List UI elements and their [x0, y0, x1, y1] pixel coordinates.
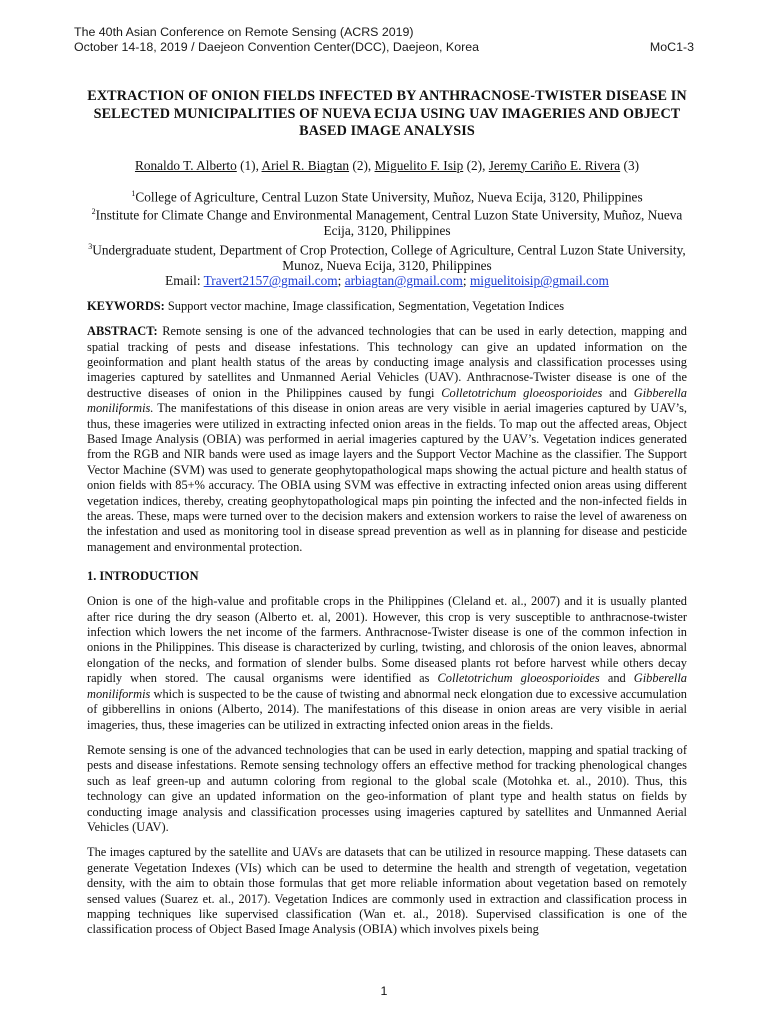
section-heading-introduction: 1. INTRODUCTION [87, 569, 199, 584]
author-affiliation: (1), [236, 157, 259, 173]
paper-content [87, 88, 687, 948]
affiliation: $^1$College of Agriculture, Central Luzon State University, Muñoz, Nueva Ecija, 3120, Philippines [131, 188, 643, 204]
author-name: Miguelito F. Isip [374, 157, 464, 173]
affiliation: $^3$Undergraduate student, Department of Crop Protection, College of Agriculture, Central Luzon State University, Munoz, Nueva Ecija, 3120, Philippines [88, 241, 686, 273]
author-affiliation: (2), [463, 157, 486, 173]
keywords-text: Support vector machine, Image classification, Segmentation, Vegetation Indices [164, 298, 565, 313]
paragraph: Onion is one of the high-value and profitable crops in the Philippines (Cleland et. al., 2007) and it is usually planted after rice during the dry season (Alberto et. al, 2001). However, this crop is very susceptible to anthracnose-twister infection which lowers the net income of the farmers. Anthracnose-Twister disease is one of the common infection in onions in the Philippines. This disease is characterized by curling, twisting, and chlorosis of the onion leaves, abnormal elongation of the necks, and formation of slender bulbs. Some diseased plants rot before harvest while others decay rapidly when stored. The causal organisms were identified as Colletotrichum gloeosporioides and Gibberella moniliformis which is suspected to be the cause of twisting and abnormal neck elongation due to excessive accumulation of gibberellins in onions (Alberto, 2014). The manifestations of this disease in onion areas are very visible in aerial imageries, thus, these imageries can be utilized in extracting infected onion areas in the fields. [87, 594, 688, 732]
conference-details-row [74, 40, 694, 55]
session-code: MoC1-3 [649, 40, 694, 54]
page-number: 1 [380, 984, 388, 998]
conference-name: The 40th Asian Conference on Remote Sensing (ACRS 2019) [74, 25, 414, 39]
keywords [87, 299, 687, 314]
author-affiliation: (2), [349, 157, 372, 173]
author-name: Jeremy Cariño E. Rivera [488, 157, 621, 173]
affiliation: $^2$Institute for Climate Change and Environmental Management, Central Luzon State University, Muñoz, Nueva Ecija, 3120, Philippines [91, 207, 683, 239]
affiliation-list [87, 186, 687, 289]
email-link[interactable]: miguelitoisip@gmail.com [469, 273, 609, 289]
keywords-label: KEYWORDS: [87, 298, 165, 313]
paragraph: Remote sensing is one of the advanced technologies that can be used in early detection, mapping and spatial tracking of pests and disease infestations. Remote sensing technology offers an effective method for tracking phenological changes such as leaf green-up and autumn coloring from regional to the global scale (Motohka et. al., 2010). Thus, this technology can give an updated information on the geo-information of plant type and health status on fields by conducting image analysis and classification processes using imageries captured by satellites and Unmanned Aerial Vehicles (UAV). [87, 742, 687, 834]
author-name: Ronaldo T. Alberto [134, 157, 237, 173]
author-name: Ariel R. Biagtan [261, 157, 350, 173]
abstract-label: ABSTRACT: [87, 324, 158, 339]
paper-title: EXTRACTION OF ONION FIELDS INFECTED BY ANTHRACNOSE-TWISTER DISEASE IN SELECTED MUNICIPALITIES OF NUEVA ECIJA USING UAV IMAGERIES AND OBJECT BASED IMAGE ANALYSIS [87, 88, 687, 139]
email-line: Email: Travert2157@gmail.com; arbiagtan@gmail.com; miguelitoisip@gmail.com [165, 273, 609, 289]
paragraph: The images captured by the satellite and UAVs are datasets that can be utilized in resource mapping. These datasets can generate Vegetation Indexes (VIs) which can be used to determine the health and strength of vegetation, vegetation density, with the aim to obtain those formulas that get more reliable information about vegetation based on remotely sensed values (Suarez et. al., 2017). Vegetation Indices are commonly used in extraction and classification process in mapping techniques like supervised classification (Wan et. al., 2018). Supervised classification is one of the classification process of Object Based Image Analysis (OBIA) which involves pixels being [87, 845, 687, 937]
author-affiliation: (3) [620, 157, 640, 173]
conference-date-venue: October 14-18, 2019 / Daejeon Convention Center(DCC), Daejeon, Korea [74, 40, 479, 54]
email-link[interactable]: arbiagtan@gmail.com [344, 273, 463, 289]
author-list [87, 157, 687, 174]
abstract: ABSTRACT: Remote sensing is one of the advanced technologies that can be used in early detection, mapping and spatial tracking of pests and disease infestations. This technology can give an updated information on the geoinformation and plant health status of the areas by conducting image analysis and classification processes using imageries captured by satellites and Unmanned Aerial Vehicles (UAV). Anthracnose-Twister disease is one of the destructive diseases of onion in the Philippines caused by fungi Colletotrichum gloeosporioides and Gibberella moniliformis. The manifestations of this disease in onion areas are very visible in aerial imageries captured by UAV’s, thus, these imageries were utilized in extracting infected onion areas in the fields. To map out the affected areas, Object Based Image Analysis (OBIA) was performed in aerial imageries captured by the UAV’s. Vegetation indices generated from the RGB and NIR bands were used as image layers and the Support Vector Machine as the classifier. The Support Vector Machine (SVM) was used to generate geophytopathological maps showing the actual picture and health status of onion fields with 85+% accuracy. The OBIA using SVM was effective in extracting infected onion areas using different vegetation indices, thereby, creating geophytopathological maps pin pointing the infected and the non-infected fields in the areas. These, maps were turned over to the decision makers and extension workers to raise the level of awareness on the infestation and used as monitoring tool in disease spread prevention as well as in planning for disease and pesticide management and environmental protection. [87, 324, 687, 554]
conference-header [74, 25, 694, 55]
email-link[interactable]: Travert2157@gmail.com [203, 273, 338, 289]
